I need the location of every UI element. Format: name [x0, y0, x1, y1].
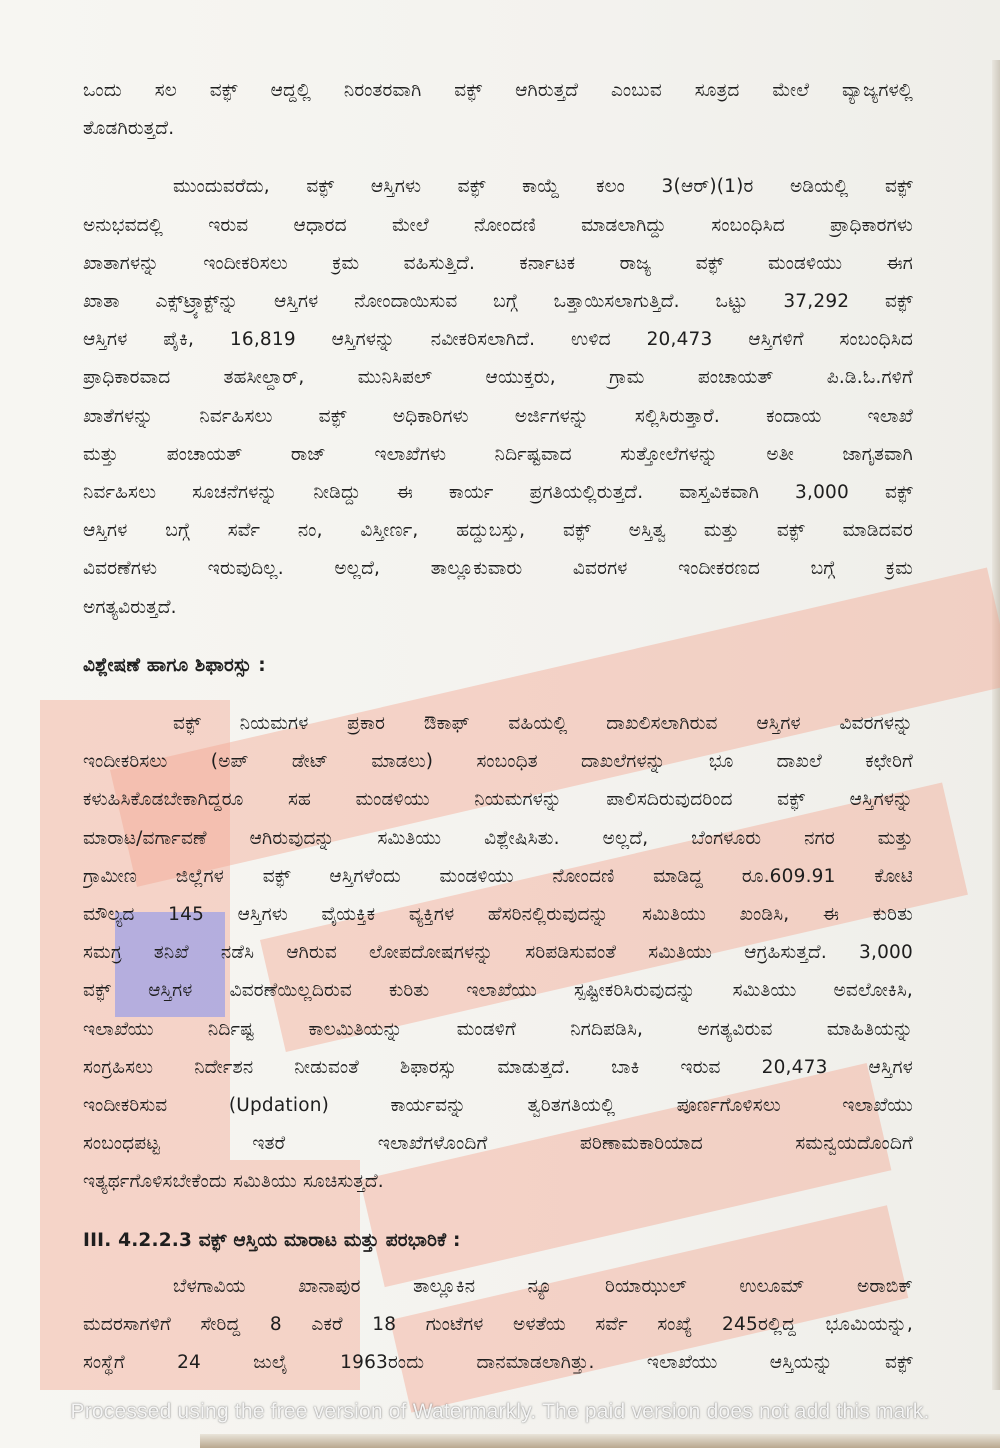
page-edge-shadow: [992, 60, 1000, 1390]
text-line: ಖಾತೆಗಳನ್ನು ನಿರ್ವಹಿಸಲು ವಕ್ಫ್ ಅಧಿಕಾರಿಗಳು ಅರ್ಜಿಗಳನ್ನು ಸಲ್ಲಿಸಿರುತ್ತಾರೆ. ಕಂದಾಯ ಇಲಾಖೆ: [83, 405, 913, 427]
text-line: ಮೌಲ್ಯದ 145 ಆಸ್ತಿಗಳು ವೈಯಕ್ತಿಕ ವ್ಯಕ್ತಿಗಳ ಹೆಸರಿನಲ್ಲಿರುವುದನ್ನು ಸಮಿತಿಯು ಖಂಡಿಸಿ, ಈ ಕುರಿತು: [83, 904, 913, 926]
text-line: ನಿರ್ವಹಿಸಲು ಸೂಚನೆಗಳನ್ನು ನೀಡಿದ್ದು ಈ ಕಾರ್ಯ ಪ್ರಗತಿಯಲ್ಲಿರುತ್ತದೆ. ವಾಸ್ತವಿಕವಾಗಿ 3,000 ವಕ್ಫ್: [83, 482, 913, 504]
text-line: ತೊಡಗಿರುತ್ತದೆ.: [83, 118, 175, 140]
text-line: ಅನುಭವದಲ್ಲಿ ಇರುವ ಆಧಾರದ ಮೇಲೆ ನೋಂದಣಿ ಮಾಡಲಾಗಿದ್ದು ಸಂಬಂಧಿಸಿದ ಪ್ರಾಧಿಕಾರಗಳು: [83, 214, 913, 236]
text-line: ಆಸ್ತಿಗಳ ಬಗ್ಗೆ ಸರ್ವೆ ನಂ, ವಿಸ್ತೀರ್ಣ, ಹದ್ದುಬಸ್ತು, ವಕ್ಫ್ ಅಸ್ತಿತ್ವ ಮತ್ತು ವಕ್ಫ್ ಮಾಡಿದವರ: [83, 520, 913, 542]
text-line: ಇತ್ಯರ್ಥಗೊಳಿಸಬೇಕೆಂದು ಸಮಿತಿಯು ಸೂಚಿಸುತ್ತದೆ.: [83, 1171, 384, 1193]
text-line: ವಕ್ಫ್ ಆಸ್ತಿಗಳ ವಿವರಣೆಯಿಲ್ಲದಿರುವ ಕುರಿತು ಇಲಾಖೆಯು ಸ್ಪಷ್ಟೀಕರಿಸಿರುವುದನ್ನು ಸಮಿತಿಯು ಅವಲೋಕಿಸಿ,: [83, 980, 913, 1002]
text-line: ಇಲಾಖೆಯು ನಿರ್ದಿಷ್ಟ ಕಾಲಮಿತಿಯನ್ನು ಮಂಡಳಿಗೆ ನಿಗದಿಪಡಿಸಿ, ಅಗತ್ಯವಿರುವ ಮಾಹಿತಿಯನ್ನು: [83, 1018, 913, 1040]
text-line: ಖಾತಾಗಳನ್ನು ಇಂದೀಕರಿಸಲು ಕ್ರಮ ವಹಿಸುತ್ತಿದೆ. ಕರ್ನಾಟಕ ರಾಜ್ಯ ವಕ್ಫ್ ಮಂಡಳಿಯು ಈಗ: [83, 252, 913, 274]
text-line: ಸಮಗ್ರ ತನಿಖೆ ನಡೆಸಿ ಆಗಿರುವ ಲೋಪದೋಷಗಳನ್ನು ಸರಿಪಡಿಸುವಂತೆ ಸಮಿತಿಯು ಆಗ್ರಹಿಸುತ್ತದೆ. 3,000: [83, 942, 913, 964]
text-line: ಪ್ರಾಧಿಕಾರವಾದ ತಹಸೀಲ್ದಾರ್, ಮುನಿಸಿಪಲ್ ಆಯುಕ್ತರು, ಗ್ರಾಮ ಪಂಚಾಯತ್ ಪಿ.ಡಿ.ಓ.ಗಳಿಗೆ: [83, 367, 913, 389]
watermark-text: Processed using the free version of Watermarkly. The paid version does not add this mark.: [70, 1400, 930, 1423]
text-line: ವಿವರಣೆಗಳು ಇರುವುದಿಲ್ಲ. ಅಲ್ಲದೆ, ತಾಲ್ಲೂಕುವಾರು ವಿವರಗಳ ಇಂದೀಕರಣದ ಬಗ್ಗೆ ಕ್ರಮ: [83, 558, 913, 580]
text-line: ಇಂದೀಕರಿಸುವ (Updation) ಕಾರ್ಯವನ್ನು ತ್ವರಿತಗತಿಯಲ್ಲಿ ಪೂರ್ಣಗೊಳಿಸಲು ಇಲಾಖೆಯು: [83, 1095, 913, 1117]
text-line: ಸಂಸ್ಥೆಗೆ 24 ಜುಲೈ 1963ರಂದು ದಾನಮಾಡಲಾಗಿತ್ತು. ಇಲಾಖೆಯು ಆಸ್ತಿಯನ್ನು ವಕ್ಫ್: [83, 1352, 913, 1374]
section-heading: ವಿಶ್ಲೇಷಣೆ ಹಾಗೂ ಶಿಫಾರಸ್ಸು :: [83, 654, 266, 676]
text-line: ಮಾರಾಟ/ವರ್ಗಾವಣೆ ಆಗಿರುವುದನ್ನು ಸಮಿತಿಯು ವಿಶ್ಲೇಷಿಸಿತು. ಅಲ್ಲದೆ, ಬೆಂಗಳೂರು ನಗರ ಮತ್ತು: [83, 827, 913, 849]
text-line: ಆಸ್ತಿಗಳ ಪೈಕಿ, 16,819 ಆಸ್ತಿಗಳನ್ನು ನವೀಕರಿಸಲಾಗಿದೆ. ಉಳಿದ 20,473 ಆಸ್ತಿಗಳಿಗೆ ಸಂಬಂಧಿಸಿದ: [83, 329, 913, 351]
paragraph-3: [83, 705, 913, 1202]
text-line: ಸಂಬಂಧಪಟ್ಟ ಇತರೆ ಇಲಾಖೆಗಳೊಂದಿಗೆ ಪರಿಣಾಮಕಾರಿಯಾದ ಸಮನ್ವಯದೊಂದಿಗೆ: [83, 1133, 913, 1155]
paragraph-1: [83, 72, 913, 148]
paragraph-2: [83, 168, 913, 626]
text-line: ಮತ್ತು ಪಂಚಾಯತ್ ರಾಜ್ ಇಲಾಖೆಗಳು ನಿರ್ದಿಷ್ಟವಾದ ಸುತ್ತೋಲೆಗಳನ್ನು ಅತೀ ಜಾಗೃತವಾಗಿ: [83, 443, 913, 465]
text-line: ಖಾತಾ ಎಕ್ಸ್‌ಟ್ರ್ಯಾಕ್ಟ್‌ನ್ನು ಆಸ್ತಿಗಳ ನೋಂದಾಯಿಸುವ ಬಗ್ಗೆ ಒತ್ತಾಯಿಸಲಾಗುತ್ತಿದೆ. ಒಟ್ಟು 37,292 ವಕ್ಫ್: [83, 291, 913, 313]
text-line: ಇಂದೀಕರಿಸಲು (ಅಪ್ ಡೇಟ್ ಮಾಡಲು) ಸಂಬಂಧಿತ ದಾಖಲೆಗಳನ್ನು ಭೂ ದಾಖಲೆ ಕಛೇರಿಗೆ: [83, 751, 913, 773]
section-heading-numbered: III. 4.2.2.3 ವಕ್ಫ್ ಆಸ್ತಿಯ ಮಾರಾಟ ಮತ್ತು ಪರಭಾರಿಕೆ :: [83, 1229, 461, 1251]
text-line: ಸಂಗ್ರಹಿಸಲು ನಿರ್ದೇಶನ ನೀಡುವಂತೆ ಶಿಫಾರಸ್ಸು ಮಾಡುತ್ತದೆ. ಬಾಕಿ ಇರುವ 20,473 ಆಸ್ತಿಗಳ: [83, 1056, 913, 1078]
text-line: ಗ್ರಾಮೀಣ ಜಿಲ್ಲೆಗಳ ವಕ್ಫ್ ಆಸ್ತಿಗಳೆಂದು ಮಂಡಳಿಯು ನೋಂದಣಿ ಮಾಡಿದ್ದ ರೂ.609.91 ಕೋಟಿ: [83, 865, 913, 887]
text-line: ಕಳುಹಿಸಿಕೊಡಬೇಕಾಗಿದ್ದರೂ ಸಹ ಮಂಡಳಿಯು ನಿಯಮಗಳನ್ನು ಪಾಲಿಸದಿರುವುದರಿಂದ ವಕ್ಫ್ ಆಸ್ತಿಗಳನ್ನು: [83, 789, 913, 811]
text-line: ಅಗತ್ಯವಿರುತ್ತದೆ.: [83, 596, 177, 618]
document-body: [83, 72, 913, 1383]
text-line: ಬೆಳಗಾವಿಯ ಖಾನಾಪುರ ತಾಲ್ಲೂಕಿನ ನ್ಯೂ ರಿಯಾಝುಲ್ ಉಲೂಮ್ ಅರಾಬಿಕ್: [173, 1275, 913, 1297]
page-bottom-edge: [200, 1434, 1000, 1448]
text-line: ಒಂದು ಸಲ ವಕ್ಫ್ ಆದ್ದಲ್ಲಿ ನಿರಂತರವಾಗಿ ವಕ್ಫ್ ಆಗಿರುತ್ತದೆ ಎಂಬುವ ಸೂತ್ರದ ಮೇಲೆ ವ್ಯಾಜ್ಯಗಳಲ್ಲಿ: [83, 80, 913, 101]
text-line: ವಕ್ಫ್ ನಿಯಮಗಳ ಪ್ರಕಾರ ಔಕಾಫ್ ವಹಿಯಲ್ಲಿ ದಾಖಲಿಸಲಾಗಿರುವ ಆಸ್ತಿಗಳ ವಿವರಗಳನ್ನು: [173, 713, 913, 735]
text-line: ಮದರಸಾಗಳಿಗೆ ಸೇರಿದ್ದ 8 ಎಕರೆ 18 ಗುಂಟೆಗಳ ಅಳತೆಯ ಸರ್ವೆ ಸಂಖ್ಯೆ 245ರಲ್ಲಿದ್ದ ಭೂಮಿಯನ್ನು,: [83, 1314, 913, 1336]
text-line: ಮುಂದುವರೆದು, ವಕ್ಫ್ ಆಸ್ತಿಗಳು ವಕ್ಫ್ ಕಾಯ್ದೆ ಕಲಂ 3(ಆರ್)(1)ರ ಅಡಿಯಲ್ಲಿ ವಕ್ಫ್: [173, 176, 913, 198]
paragraph-4: [83, 1268, 913, 1383]
